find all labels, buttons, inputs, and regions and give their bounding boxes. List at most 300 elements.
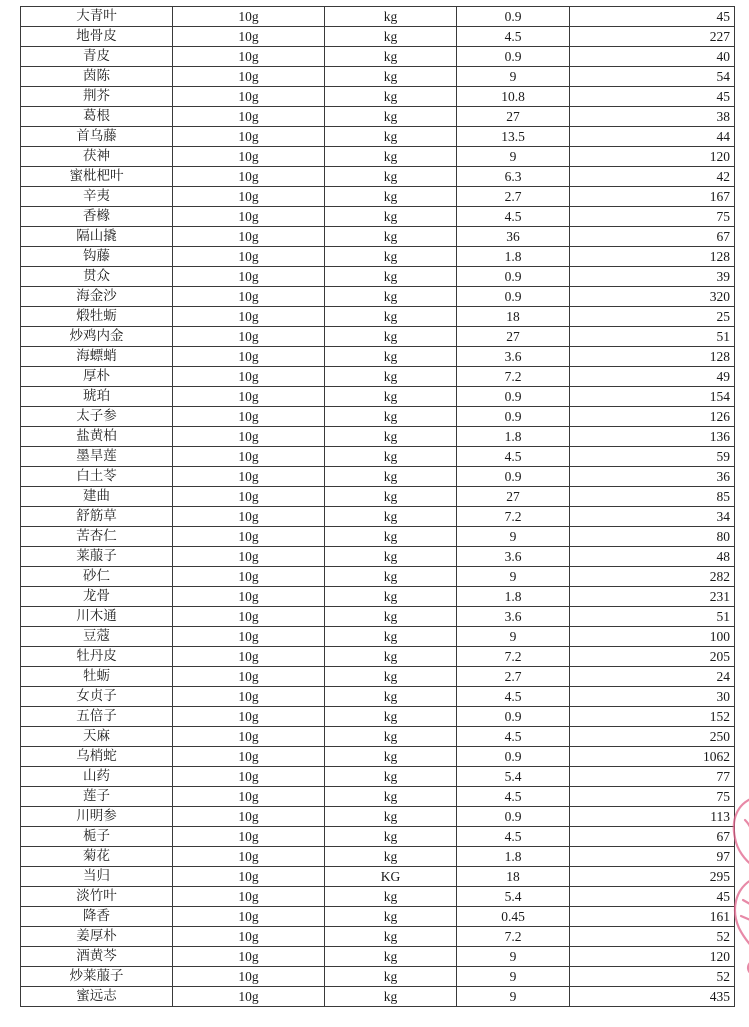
amount-cell: 97 [570,847,735,867]
item-name-cell: 海金沙 [21,287,173,307]
unit-cell: kg [325,907,457,927]
price-cell: 9 [457,147,570,167]
unit-cell: kg [325,967,457,987]
herb-price-table [20,6,735,1007]
spec-cell: 10g [173,427,325,447]
unit-cell: kg [325,227,457,247]
spec-cell: 10g [173,107,325,127]
amount-cell: 44 [570,127,735,147]
table-row [21,827,735,847]
unit-cell: kg [325,487,457,507]
item-name-cell: 蜜远志 [21,987,173,1007]
unit-cell: kg [325,627,457,647]
amount-cell: 126 [570,407,735,427]
unit-cell: kg [325,827,457,847]
table-row [21,767,735,787]
spec-cell: 10g [173,147,325,167]
amount-cell: 136 [570,427,735,447]
spec-cell: 10g [173,587,325,607]
item-name-cell: 葛根 [21,107,173,127]
amount-cell: 48 [570,547,735,567]
price-cell: 5.4 [457,767,570,787]
amount-cell: 205 [570,647,735,667]
unit-cell: kg [325,607,457,627]
table-row [21,427,735,447]
spec-cell: 10g [173,347,325,367]
amount-cell: 128 [570,347,735,367]
unit-cell: kg [325,47,457,67]
spec-cell: 10g [173,127,325,147]
amount-cell: 51 [570,327,735,347]
spec-cell: 10g [173,87,325,107]
price-cell: 5.4 [457,887,570,907]
item-name-cell: 龙骨 [21,587,173,607]
table-row [21,567,735,587]
amount-cell: 113 [570,807,735,827]
item-name-cell: 天麻 [21,727,173,747]
item-name-cell: 白土苓 [21,467,173,487]
spec-cell: 10g [173,787,325,807]
unit-cell: kg [325,707,457,727]
price-cell: 0.9 [457,47,570,67]
table-row [21,107,735,127]
unit-cell: kg [325,287,457,307]
amount-cell: 128 [570,247,735,267]
price-cell: 7.2 [457,367,570,387]
spec-cell: 10g [173,47,325,67]
item-name-cell: 茯神 [21,147,173,167]
price-cell: 27 [457,487,570,507]
unit-cell: kg [325,667,457,687]
amount-cell: 36 [570,467,735,487]
unit-cell: kg [325,427,457,447]
table-row [21,747,735,767]
spec-cell: 10g [173,687,325,707]
spec-cell: 10g [173,387,325,407]
item-name-cell: 香橼 [21,207,173,227]
table-row [21,627,735,647]
item-name-cell: 牡蛎 [21,667,173,687]
unit-cell: kg [325,987,457,1007]
table-row [21,67,735,87]
spec-cell: 10g [173,867,325,887]
unit-cell: kg [325,727,457,747]
price-cell: 27 [457,327,570,347]
amount-cell: 49 [570,367,735,387]
spec-cell: 10g [173,667,325,687]
item-name-cell: 钩藤 [21,247,173,267]
unit-cell: kg [325,87,457,107]
table-row [21,487,735,507]
unit-cell: kg [325,467,457,487]
amount-cell: 45 [570,887,735,907]
table-row [21,847,735,867]
table-row [21,447,735,467]
price-cell: 0.9 [457,747,570,767]
price-cell: 3.6 [457,607,570,627]
price-cell: 7.2 [457,647,570,667]
price-cell: 0.9 [457,267,570,287]
unit-cell: kg [325,267,457,287]
price-cell: 9 [457,987,570,1007]
unit-cell: kg [325,247,457,267]
spec-cell: 10g [173,947,325,967]
spec-cell: 10g [173,227,325,247]
amount-cell: 39 [570,267,735,287]
amount-cell: 167 [570,187,735,207]
table-row [21,787,735,807]
table-body [21,7,735,1007]
table-row [21,987,735,1007]
price-cell: 7.2 [457,927,570,947]
amount-cell: 250 [570,727,735,747]
item-name-cell: 苦杏仁 [21,527,173,547]
price-cell: 1.8 [457,427,570,447]
amount-cell: 152 [570,707,735,727]
unit-cell: kg [325,647,457,667]
unit-cell: kg [325,747,457,767]
price-cell: 0.9 [457,707,570,727]
price-cell: 0.9 [457,467,570,487]
item-name-cell: 茵陈 [21,67,173,87]
item-name-cell: 淡竹叶 [21,887,173,907]
unit-cell: kg [325,307,457,327]
item-name-cell: 砂仁 [21,567,173,587]
amount-cell: 51 [570,607,735,627]
price-cell: 4.5 [457,787,570,807]
spec-cell: 10g [173,987,325,1007]
unit-cell: kg [325,347,457,367]
item-name-cell: 姜厚朴 [21,927,173,947]
unit-cell: kg [325,27,457,47]
table-row [21,527,735,547]
spec-cell: 10g [173,547,325,567]
unit-cell: kg [325,927,457,947]
amount-cell: 67 [570,227,735,247]
amount-cell: 30 [570,687,735,707]
unit-cell: kg [325,807,457,827]
amount-cell: 100 [570,627,735,647]
table-row [21,287,735,307]
price-cell: 36 [457,227,570,247]
spec-cell: 10g [173,247,325,267]
price-cell: 10.8 [457,87,570,107]
item-name-cell: 隔山撬 [21,227,173,247]
price-cell: 2.7 [457,187,570,207]
item-name-cell: 青皮 [21,47,173,67]
spec-cell: 10g [173,487,325,507]
spec-cell: 10g [173,887,325,907]
spec-cell: 10g [173,307,325,327]
table-row [21,167,735,187]
unit-cell: kg [325,887,457,907]
amount-cell: 77 [570,767,735,787]
unit-cell: kg [325,447,457,467]
item-name-cell: 地骨皮 [21,27,173,47]
spec-cell: 10g [173,467,325,487]
unit-cell: kg [325,687,457,707]
spec-cell: 10g [173,647,325,667]
item-name-cell: 墨旱莲 [21,447,173,467]
price-cell: 0.9 [457,287,570,307]
amount-cell: 25 [570,307,735,327]
price-cell: 9 [457,627,570,647]
amount-cell: 52 [570,927,735,947]
amount-cell: 1062 [570,747,735,767]
table-row [21,367,735,387]
table-row [21,327,735,347]
unit-cell: kg [325,387,457,407]
unit-cell: kg [325,407,457,427]
item-name-cell: 莲子 [21,787,173,807]
amount-cell: 282 [570,567,735,587]
item-name-cell: 辛夷 [21,187,173,207]
table-row [21,907,735,927]
price-cell: 9 [457,67,570,87]
item-name-cell: 川明参 [21,807,173,827]
unit-cell: kg [325,67,457,87]
price-cell: 1.8 [457,847,570,867]
item-name-cell: 豆蔻 [21,627,173,647]
price-cell: 2.7 [457,667,570,687]
item-name-cell: 蜜枇杷叶 [21,167,173,187]
amount-cell: 52 [570,967,735,987]
table-row [21,227,735,247]
amount-cell: 227 [570,27,735,47]
table-row [21,927,735,947]
unit-cell: kg [325,127,457,147]
table-row [21,967,735,987]
unit-cell: kg [325,327,457,347]
amount-cell: 295 [570,867,735,887]
unit-cell: kg [325,787,457,807]
spec-cell: 10g [173,847,325,867]
price-cell: 4.5 [457,27,570,47]
table-row [21,87,735,107]
table-row [21,647,735,667]
item-name-cell: 建曲 [21,487,173,507]
spec-cell: 10g [173,507,325,527]
amount-cell: 34 [570,507,735,527]
item-name-cell: 大青叶 [21,7,173,27]
table-row [21,27,735,47]
amount-cell: 320 [570,287,735,307]
unit-cell: kg [325,847,457,867]
amount-cell: 42 [570,167,735,187]
table-row [21,47,735,67]
spec-cell: 10g [173,727,325,747]
price-cell: 3.6 [457,347,570,367]
spec-cell: 10g [173,767,325,787]
item-name-cell: 牡丹皮 [21,647,173,667]
unit-cell: kg [325,207,457,227]
amount-cell: 435 [570,987,735,1007]
price-cell: 4.5 [457,687,570,707]
amount-cell: 75 [570,207,735,227]
price-cell: 1.8 [457,247,570,267]
table-row [21,607,735,627]
table-row [21,127,735,147]
amount-cell: 85 [570,487,735,507]
unit-cell: kg [325,767,457,787]
price-cell: 4.5 [457,727,570,747]
spec-cell: 10g [173,567,325,587]
table-row [21,727,735,747]
spec-cell: 10g [173,187,325,207]
item-name-cell: 海螵蛸 [21,347,173,367]
price-cell: 4.5 [457,447,570,467]
spec-cell: 10g [173,67,325,87]
spec-cell: 10g [173,447,325,467]
item-name-cell: 莱菔子 [21,547,173,567]
unit-cell: kg [325,947,457,967]
item-name-cell: 首乌藤 [21,127,173,147]
price-cell: 4.5 [457,827,570,847]
amount-cell: 45 [570,87,735,107]
table-row [21,347,735,367]
amount-cell: 24 [570,667,735,687]
unit-cell: kg [325,587,457,607]
price-cell: 18 [457,307,570,327]
spec-cell: 10g [173,707,325,727]
unit-cell: kg [325,147,457,167]
table-row [21,247,735,267]
spec-cell: 10g [173,407,325,427]
spec-cell: 10g [173,7,325,27]
unit-cell: kg [325,367,457,387]
spec-cell: 10g [173,267,325,287]
spec-cell: 10g [173,927,325,947]
table-row [21,387,735,407]
item-name-cell: 荆芥 [21,87,173,107]
amount-cell: 59 [570,447,735,467]
spec-cell: 10g [173,967,325,987]
item-name-cell: 贯众 [21,267,173,287]
item-name-cell: 菊花 [21,847,173,867]
amount-cell: 40 [570,47,735,67]
item-name-cell: 太子参 [21,407,173,427]
price-cell: 1.8 [457,587,570,607]
price-cell: 4.5 [457,207,570,227]
price-cell: 7.2 [457,507,570,527]
item-name-cell: 舒筋草 [21,507,173,527]
price-cell: 6.3 [457,167,570,187]
table-row [21,7,735,27]
unit-cell: kg [325,167,457,187]
amount-cell: 154 [570,387,735,407]
amount-cell: 80 [570,527,735,547]
price-cell: 9 [457,967,570,987]
unit-cell: kg [325,567,457,587]
price-cell: 3.6 [457,547,570,567]
item-name-cell: 琥珀 [21,387,173,407]
price-cell: 18 [457,867,570,887]
price-cell: 0.45 [457,907,570,927]
table-row [21,187,735,207]
price-cell: 9 [457,947,570,967]
table-row [21,267,735,287]
amount-cell: 161 [570,907,735,927]
item-name-cell: 厚朴 [21,367,173,387]
item-name-cell: 当归 [21,867,173,887]
table-row [21,547,735,567]
spec-cell: 10g [173,907,325,927]
spec-cell: 10g [173,627,325,647]
item-name-cell: 煅牡蛎 [21,307,173,327]
unit-cell: kg [325,547,457,567]
item-name-cell: 山药 [21,767,173,787]
table-row [21,807,735,827]
spec-cell: 10g [173,827,325,847]
price-cell: 0.9 [457,807,570,827]
price-cell: 27 [457,107,570,127]
table-row [21,507,735,527]
item-name-cell: 栀子 [21,827,173,847]
table-row [21,587,735,607]
item-name-cell: 降香 [21,907,173,927]
price-cell: 13.5 [457,127,570,147]
spec-cell: 10g [173,807,325,827]
table-row [21,667,735,687]
spec-cell: 10g [173,527,325,547]
spec-cell: 10g [173,287,325,307]
table-row [21,467,735,487]
unit-cell: KG [325,867,457,887]
spec-cell: 10g [173,167,325,187]
unit-cell: kg [325,507,457,527]
item-name-cell: 酒黄芩 [21,947,173,967]
amount-cell: 67 [570,827,735,847]
table-row [21,307,735,327]
unit-cell: kg [325,187,457,207]
item-name-cell: 盐黄柏 [21,427,173,447]
spec-cell: 10g [173,747,325,767]
item-name-cell: 炒鸡内金 [21,327,173,347]
table-row [21,687,735,707]
table-row [21,147,735,167]
amount-cell: 45 [570,7,735,27]
spec-cell: 10g [173,207,325,227]
unit-cell: kg [325,107,457,127]
price-cell: 0.9 [457,387,570,407]
amount-cell: 54 [570,67,735,87]
amount-cell: 120 [570,147,735,167]
amount-cell: 120 [570,947,735,967]
price-cell: 9 [457,527,570,547]
item-name-cell: 乌梢蛇 [21,747,173,767]
unit-cell: kg [325,527,457,547]
price-cell: 9 [457,567,570,587]
price-cell: 0.9 [457,7,570,27]
spec-cell: 10g [173,607,325,627]
price-cell: 0.9 [457,407,570,427]
item-name-cell: 五倍子 [21,707,173,727]
spec-cell: 10g [173,367,325,387]
spec-cell: 10g [173,27,325,47]
table-row [21,407,735,427]
amount-cell: 75 [570,787,735,807]
table-row [21,887,735,907]
item-name-cell: 川木通 [21,607,173,627]
price-table-sheet [20,6,734,1007]
item-name-cell: 炒莱菔子 [21,967,173,987]
table-row [21,947,735,967]
spec-cell: 10g [173,327,325,347]
amount-cell: 231 [570,587,735,607]
unit-cell: kg [325,7,457,27]
item-name-cell: 女贞子 [21,687,173,707]
table-row [21,867,735,887]
